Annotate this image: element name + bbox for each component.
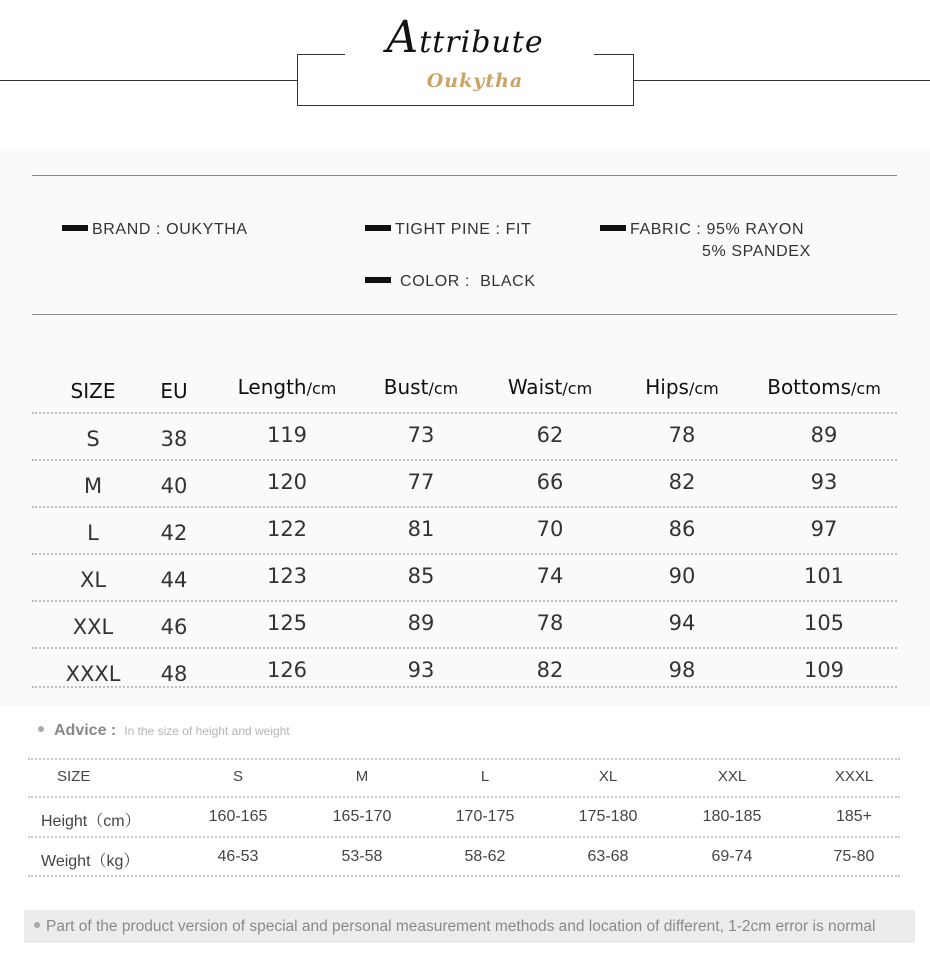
table-cell: 123 [266, 564, 308, 588]
brand-script: Oukytha [426, 70, 524, 92]
bullet-bar [365, 277, 391, 283]
attribute-panel [0, 149, 930, 706]
advice-cell: 160-165 [208, 808, 268, 825]
table-cell: 105 [803, 611, 845, 635]
header-name: SIZE [70, 379, 116, 403]
table-cell: 81 [407, 517, 435, 541]
attr-fit-text: TIGHT PINE : FIT [395, 221, 532, 238]
header-name: Bust [383, 375, 429, 399]
table-cell: 42 [160, 521, 188, 545]
advice-cell: 63-68 [587, 848, 629, 865]
bullet-bar [62, 225, 88, 231]
footer-text: Part of the product version of special and personal measurement methods and location of different, 1-2cm error is normal [46, 918, 876, 935]
table-divider [32, 506, 897, 508]
advice-cell: 185+ [835, 808, 873, 825]
bullet-dot [38, 726, 44, 732]
attr-brand [62, 221, 248, 239]
table-cell: 82 [536, 658, 564, 682]
table-cell: S [86, 427, 100, 451]
advice-cell: 75-80 [833, 848, 875, 865]
table-divider [32, 412, 897, 414]
table-divider [32, 459, 897, 461]
table-cell: L [87, 521, 99, 545]
header-unit: /cm [306, 379, 337, 398]
table-cell: 74 [536, 564, 564, 588]
header-name: EU [160, 379, 188, 403]
advice-cell: S [232, 768, 243, 785]
table-cell: 77 [407, 470, 435, 494]
divider-bottom [32, 314, 897, 315]
bullet-bar [365, 225, 391, 231]
table-cell: 66 [536, 470, 564, 494]
header-unit: /cm [851, 379, 881, 398]
table-cell: 89 [407, 611, 435, 635]
header-name: Bottoms [767, 375, 851, 399]
table-cell: 89 [810, 423, 838, 447]
attr-fit [365, 221, 531, 239]
table-cell: 86 [668, 517, 696, 541]
table-cell: 93 [810, 470, 838, 494]
attr-color [365, 273, 536, 291]
advice-cell: 180-185 [702, 808, 762, 825]
table-cell: XXXL [65, 662, 121, 686]
table-cell: 120 [266, 470, 308, 494]
bullet-dot [34, 922, 40, 928]
advice-row-label: Weight（kg） [41, 853, 140, 870]
advice-row-label: SIZE [57, 768, 91, 785]
header-unit: /cm [428, 379, 459, 398]
table-cell: 44 [160, 568, 188, 592]
table-cell: 97 [810, 517, 838, 541]
advice-heading [38, 722, 290, 740]
table-cell: 78 [536, 611, 564, 635]
advice-cell: 46-53 [217, 848, 259, 865]
table-cell: 62 [536, 423, 564, 447]
advice-divider [28, 796, 900, 798]
header-name: Length [237, 375, 307, 399]
table-cell: XXL [72, 615, 114, 639]
table-cell: 46 [160, 615, 188, 639]
table-cell: 126 [266, 658, 308, 682]
table-cell: 119 [266, 423, 308, 447]
table-header-bottoms [744, 375, 904, 399]
attr-fabric-line1: FABRIC : 95% RAYON [630, 221, 805, 238]
table-cell: 93 [407, 658, 435, 682]
table-divider [32, 686, 897, 688]
table-cell: 48 [160, 662, 188, 686]
advice-cell: XXL [717, 768, 747, 785]
advice-cell: XXXL [834, 768, 874, 785]
table-cell: 122 [266, 517, 308, 541]
divider-top [32, 175, 897, 176]
table-cell: 94 [668, 611, 696, 635]
attr-fabric [600, 221, 804, 239]
advice-cell: 53-58 [341, 848, 383, 865]
table-cell: XL [79, 568, 107, 592]
table-cell: 73 [407, 423, 435, 447]
table-divider [32, 647, 897, 649]
table-cell: 90 [668, 564, 696, 588]
advice-cell: XL [598, 768, 618, 785]
table-cell: 98 [668, 658, 696, 682]
title-rest: ttribute [419, 25, 544, 60]
table-cell: 125 [266, 611, 308, 635]
advice-cell: 69-74 [711, 848, 753, 865]
table-cell: 82 [668, 470, 696, 494]
header-unit: /cm [688, 379, 719, 398]
table-cell: 109 [803, 658, 845, 682]
header-rule-left [0, 80, 298, 81]
title-initial: A [386, 12, 420, 63]
table-cell: 70 [536, 517, 564, 541]
page-title [340, 12, 590, 63]
table-divider [32, 600, 897, 602]
table-cell: 38 [160, 427, 188, 451]
advice-cell: 58-62 [464, 848, 506, 865]
advice-title: Advice : [54, 722, 117, 739]
table-cell: M [83, 474, 103, 498]
header-name: Hips [645, 375, 689, 399]
header-rule-right [633, 80, 930, 81]
footer-note [24, 910, 915, 943]
table-cell: 101 [803, 564, 845, 588]
advice-note: In the size of height and weight [124, 724, 290, 738]
attr-color-text: COLOR : BLACK [395, 273, 536, 290]
advice-cell: 165-170 [332, 808, 392, 825]
table-header-hips [602, 375, 762, 399]
table-cell: 85 [407, 564, 435, 588]
advice-cell: 175-180 [578, 808, 638, 825]
header-name: Waist [507, 375, 563, 399]
table-cell: 78 [668, 423, 696, 447]
attr-brand-text: BRAND : OUKYTHA [92, 221, 248, 238]
advice-divider [28, 836, 900, 838]
advice-divider [28, 875, 900, 877]
advice-divider [28, 758, 900, 760]
table-cell: 40 [160, 474, 188, 498]
advice-cell: L [480, 768, 490, 785]
attr-fabric-line2: 5% SPANDEX [702, 243, 811, 260]
header-unit: /cm [562, 379, 593, 398]
table-divider [32, 553, 897, 555]
advice-cell: 170-175 [455, 808, 515, 825]
bullet-bar [600, 225, 626, 231]
advice-row-label: Height（cm） [41, 813, 141, 830]
advice-cell: M [355, 768, 369, 785]
